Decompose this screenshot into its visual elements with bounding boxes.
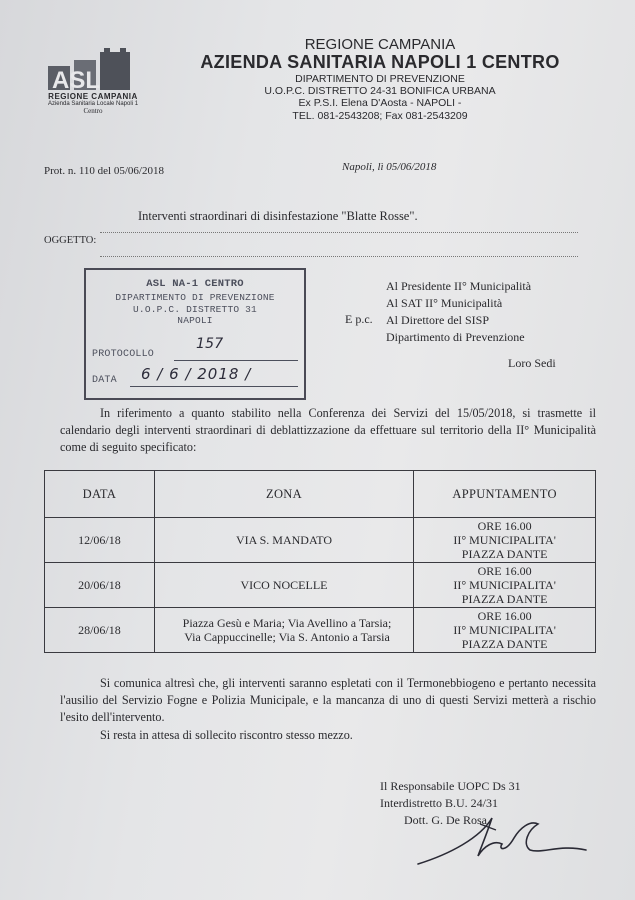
epc-label: E p.c. — [345, 312, 373, 326]
subject-text: Interventi straordinari di disinfestazione "Blatte Rosse". — [138, 209, 418, 223]
stamp-protocol-rule — [174, 360, 298, 361]
row-zona — [154, 563, 413, 608]
protocol-number: Prot. n. 110 del 05/06/2018 — [44, 165, 164, 177]
place-date: Napoli, lì 05/06/2018 — [342, 161, 437, 173]
stamp-protocol-value: 157 — [196, 336, 224, 352]
stamp-line-1: ASL NA-1 CENTRO — [146, 278, 244, 290]
stamp-date-value: 6 / 6 / 2018 / — [141, 365, 252, 383]
row-appointment-place: PIAZZA DANTE — [461, 637, 548, 651]
svg-text:ASL: ASL — [52, 67, 100, 94]
header-contacts: TEL. 081-2543208; Fax 081-2543209 — [292, 110, 468, 122]
row-appointment-time: ORE 16.00 — [477, 519, 532, 533]
stamp-line-3: U.O.P.C. DISTRETTO 31 — [133, 304, 257, 315]
row-zona-line-2: Via Cappuccinelle; Via S. Antonio a Tarsia — [184, 630, 390, 644]
row-appointment-place: PIAZZA DANTE — [461, 547, 548, 561]
subject-dotted-line-2 — [100, 256, 578, 257]
row-date: 20/06/18 — [45, 563, 155, 608]
header-azienda: AZIENDA SANITARIA NAPOLI 1 CENTRO — [200, 52, 560, 72]
row-appointment-municipality: II° MUNICIPALITA' — [453, 623, 556, 637]
table-row — [45, 563, 596, 608]
signature-office: Interdistretto B.U. 24/31 — [380, 796, 498, 810]
header-appuntamento: APPUNTAMENTO — [414, 471, 596, 518]
row-appointment — [414, 518, 596, 563]
signature-name: Dott. G. De Rosa — [404, 813, 487, 827]
note-paragraph: Si comunica altresì che, gli interventi saranno espletati con il Termonebbiogeno e pertanto necessita l'ausilio del Servizio Fogne e Polizia Municipale, e la mancanza di uno di questi Servizi metterà a rischio l'esito dell'intervento. — [60, 676, 596, 724]
header-uopc: U.O.P.C. DISTRETTO 24-31 BONIFICA URBANA — [264, 85, 496, 97]
schedule-table — [44, 470, 596, 653]
header-data: DATA — [45, 471, 155, 518]
loro-sedi: Loro Sedi — [508, 356, 556, 370]
stamp-date-label: DATA — [92, 375, 117, 386]
recipient-1: Al Presidente II° Municipalità — [386, 279, 532, 293]
stamp-line-4: NAPOLI — [177, 315, 213, 326]
row-appointment-time: ORE 16.00 — [477, 609, 532, 623]
table-row — [45, 608, 596, 653]
stamp-protocol-label: PROTOCOLLO — [92, 349, 155, 360]
header-address: Ex P.S.I. Elena D'Aosta - NAPOLI - — [298, 97, 462, 109]
protocol-stamp — [84, 268, 306, 400]
row-zona-text: VICO NOCELLE — [240, 578, 328, 592]
row-date: 12/06/18 — [45, 518, 155, 563]
row-appointment-municipality: II° MUNICIPALITA' — [453, 533, 556, 547]
handwritten-signature-icon — [410, 810, 590, 870]
row-zona — [154, 518, 413, 563]
intro-paragraph: In riferimento a quanto stabilito nella Conferenza dei Servizi del 15/05/2018, si trasmette il calendario degli interventi straordinari di deblattizzazione da effettuare sul territorio della II° Municipalità come di seguito specificato: — [60, 406, 596, 454]
table-row — [45, 518, 596, 563]
row-appointment-place: PIAZZA DANTE — [461, 592, 548, 606]
row-zona-line-1: Piazza Gesù e Maria; Via Avellino a Tarsia; — [182, 616, 392, 630]
row-appointment-municipality: II° MUNICIPALITA' — [453, 578, 556, 592]
closing-paragraph: Si resta in attesa di sollecito riscontro stesso mezzo. — [100, 728, 353, 742]
recipient-4: Dipartimento di Prevenzione — [386, 330, 525, 344]
row-date: 28/06/18 — [45, 608, 155, 653]
header-region: REGIONE CAMPANIA — [304, 36, 456, 53]
logo-caption-azienda: Azienda Sanitaria Locale Napoli 1 — [47, 101, 139, 107]
stamp-line-2: DIPARTIMENTO DI PREVENZIONE — [115, 292, 275, 303]
stamp-date-rule — [130, 386, 298, 387]
signature-role: Il Responsabile UOPC Ds 31 — [380, 779, 521, 793]
logo-caption-centro: Centro — [83, 107, 103, 115]
row-appointment — [414, 608, 596, 653]
subject-label: OGGETTO: — [44, 235, 97, 246]
logo-caption — [38, 92, 148, 115]
recipient-2: Al SAT II° Municipalità — [386, 296, 503, 310]
header-department: DIPARTIMENTO DI PREVENZIONE — [295, 73, 465, 85]
row-zona-text: VIA S. MANDATO — [235, 533, 333, 547]
row-appointment-time: ORE 16.00 — [477, 564, 532, 578]
recipient-3: Al Direttore del SISP — [386, 313, 489, 327]
header-zona: ZONA — [154, 471, 413, 518]
row-zona — [154, 608, 413, 653]
subject-dotted-line — [100, 232, 578, 233]
table-header-row — [45, 471, 596, 518]
logo-caption-region: REGIONE CAMPANIA — [48, 92, 138, 101]
row-appointment — [414, 563, 596, 608]
